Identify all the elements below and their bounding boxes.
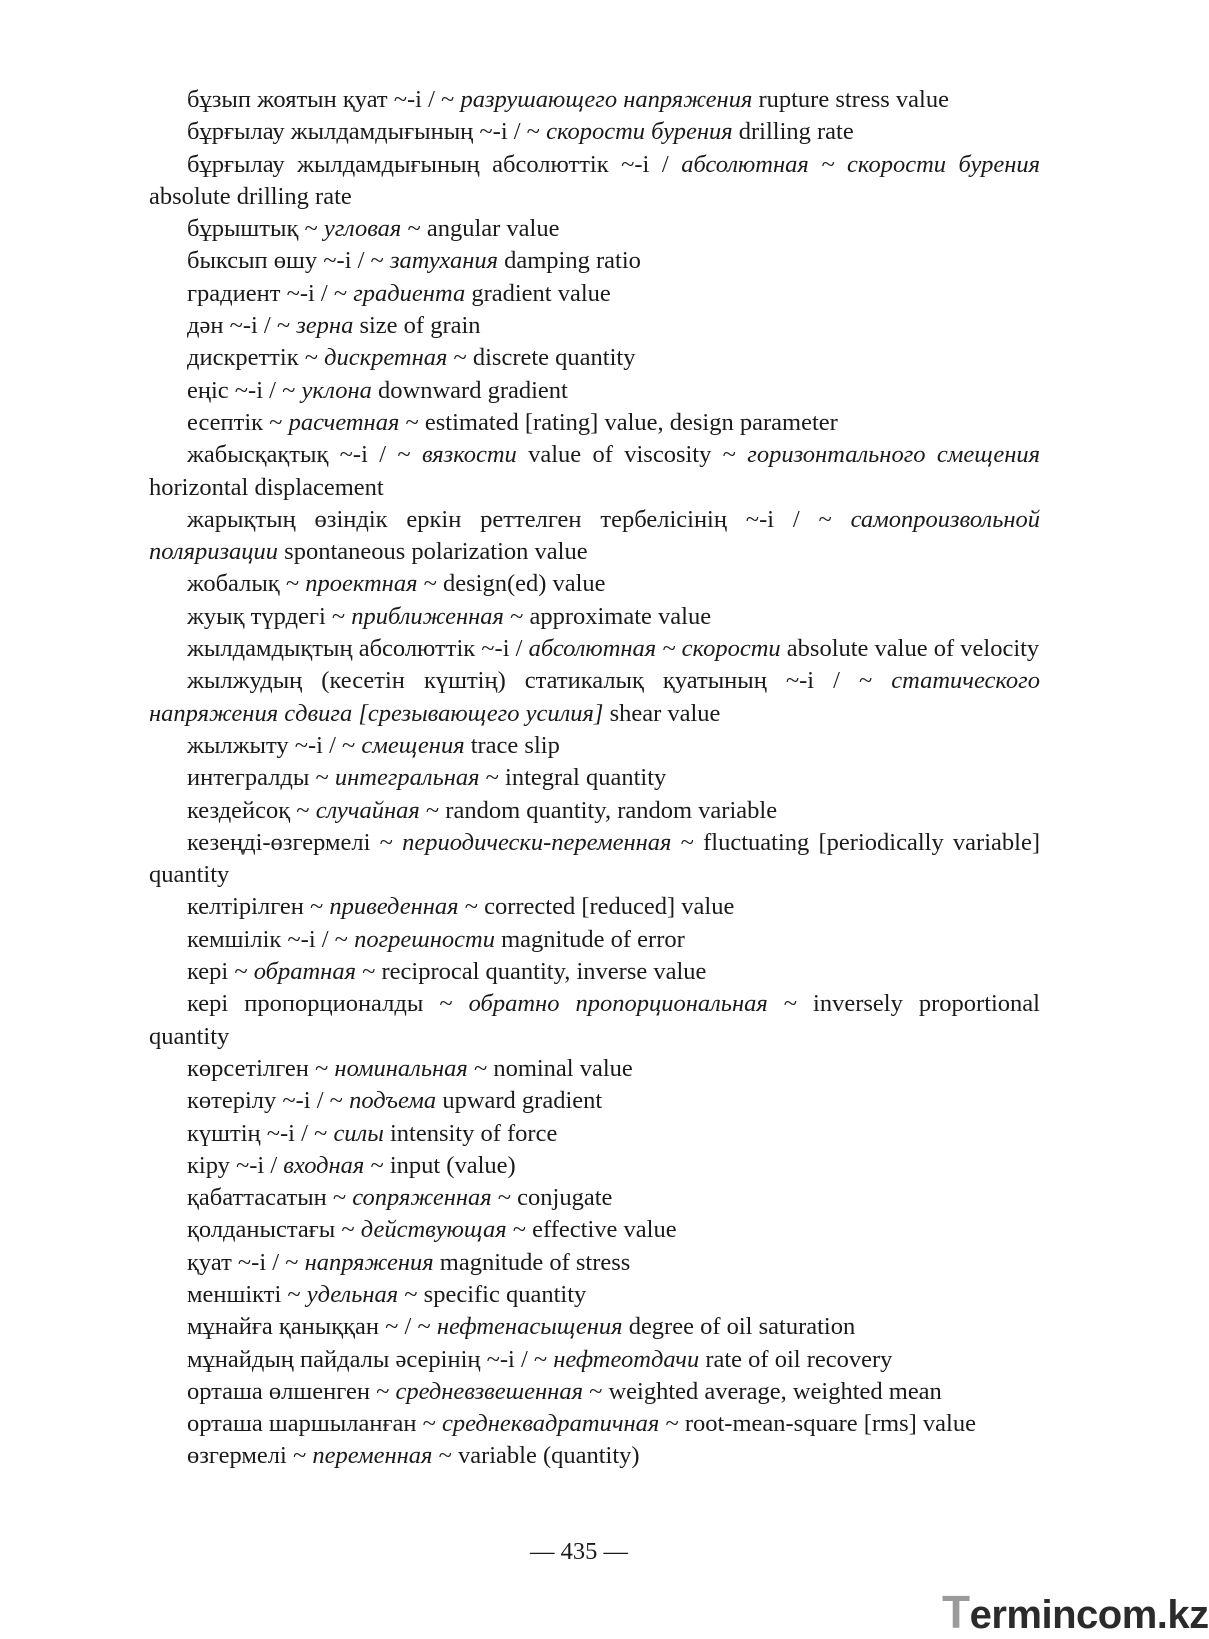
kazakh-term: қолданыстағы ~ [187,1216,361,1244]
kazakh-term: бұрыштық ~ [187,215,324,243]
dictionary-entry [149,827,1040,892]
russian-term: приближенная [351,602,504,630]
dictionary-entry [149,762,1040,794]
english-term: downward gradient [371,376,568,404]
russian-term: номинальная [334,1054,468,1082]
logo-t-mark: T [942,1586,970,1638]
dictionary-entry [149,310,1040,342]
russian-term: подъема [349,1087,437,1115]
russian-term: входная [283,1151,365,1179]
dictionary-entry [149,1408,1040,1440]
kazakh-term: көрсетілген ~ [187,1054,335,1082]
kazakh-term: жарықтың өзіндік еркін реттелген тербелісінің ~-і / ~ [187,505,851,533]
kazakh-term: орташа шаршыланған ~ [187,1410,442,1438]
dictionary-entry [149,375,1040,407]
kazakh-term: жабысқақтық ~-і / ~ [187,441,422,469]
english-term: magnitude of error [494,925,685,953]
kazakh-term: градиент ~-і / ~ [187,279,354,307]
english-term: ~ random quantity, random variable [419,796,778,824]
english-term: ~ integral quantity [479,764,667,792]
kazakh-term: кері ~ [187,958,254,986]
dictionary-entry [149,568,1040,600]
english-term: ~ inversely proportional quantity [149,990,1040,1050]
russian-term: силы [333,1119,384,1147]
dictionary-entry [149,213,1040,245]
kazakh-term: еңіс ~-і / ~ [187,376,302,404]
russian-term: горизонтального смещения [747,441,1040,469]
russian-term: статического напряжения сдвига [срезывающего усилия] [149,667,1040,727]
english-term: ~ variable (quantity) [432,1442,640,1470]
dictionary-entry [149,633,1040,665]
russian-term: действующая [360,1216,507,1244]
dictionary-entry [149,1214,1040,1246]
kazakh-term: келтірілген ~ [187,893,330,921]
russian-term: смещения [361,731,465,759]
kazakh-term: жуық түрдегі ~ [187,602,352,630]
russian-term: случайная [315,796,420,824]
dictionary-entry [149,1376,1040,1408]
dictionary-entry [149,149,1040,214]
english-term: ~ design(ed) value [417,570,606,598]
kazakh-term: бұрғылау жылдамдығының абсолюттік ~-і / [187,150,682,178]
english-term: ~ estimated [rating] value, design parameter [399,408,838,436]
english-term: ~ conjugate [491,1184,613,1212]
english-term: trace slip [464,731,560,759]
russian-term: самопроизвольной поляризации [149,505,1040,566]
dictionary-entry [149,504,1040,569]
dictionary-entry [149,1311,1040,1343]
kazakh-term: кері пропорционалды ~ [187,990,469,1018]
dictionary-entry [149,988,1040,1053]
kazakh-term: бұрғылау жылдамдығының ~-і / ~ [187,118,547,146]
kazakh-term: жылжудың (кесетін күштің) статикалық қуатының ~-і / ~ [187,667,892,695]
dictionary-entry [149,278,1040,310]
kazakh-term: қуат ~-і / ~ [187,1248,305,1276]
russian-term: нефтенасыщения [436,1313,623,1341]
kazakh-term: интегралды ~ [187,764,335,792]
kazakh-term: жылжыту ~-і / ~ [187,731,362,759]
dictionary-entry [149,1279,1040,1311]
kazakh-term: дән ~-і / ~ [187,312,297,340]
dictionary-entry [149,891,1040,923]
kazakh-term: меншікті ~ [187,1280,307,1308]
dictionary-entry [149,1118,1040,1150]
termincom-logo [942,1585,1209,1639]
kazakh-term: кемшілік ~-і / ~ [187,925,355,953]
english-term: value of viscosity ~ [516,441,748,469]
kazakh-term: бұзып жоятын қуат ~-і / ~ [187,86,461,113]
russian-term: угловая [323,215,402,243]
russian-term: периодически-переменная [402,828,672,856]
dictionary-entry [149,601,1040,633]
dictionary-entry [149,407,1040,439]
kazakh-term: орташа өлшенген ~ [187,1377,396,1405]
russian-term: средневзвешенная [395,1377,583,1405]
russian-term: абсолютная ~ скорости [528,635,781,663]
kazakh-term: қабаттасатын ~ [187,1184,353,1212]
english-term: ~ specific quantity [398,1280,587,1308]
kazakh-term: жылдамдықтың абсолюттік ~-і / [187,635,529,663]
english-term: ~ reciprocal quantity, inverse value [355,958,707,986]
english-term: ~ angular value [401,215,560,243]
english-term: drilling rate [732,118,854,146]
russian-term: вязкости [421,441,517,469]
russian-term: погрешности [354,925,495,953]
english-term: degree of oil saturation [622,1313,856,1341]
dictionary-entry [149,1344,1040,1376]
russian-term: расчетная [288,408,400,436]
english-term: ~ fluctuating [periodically variable] quantity [149,828,1040,889]
russian-term: зерна [296,312,354,340]
russian-term: приведенная [329,893,459,921]
dictionary-entry [149,84,1040,116]
dictionary-entry [149,1053,1040,1085]
english-term: intensity of force [383,1119,558,1147]
kazakh-term: жобалық ~ [187,570,306,598]
russian-term: обратно пропорциональная [468,990,768,1018]
kazakh-term: кезеңді-өзгермелі ~ [187,828,403,856]
page-number: — 435 — [530,1538,628,1565]
english-term: rupture stress value [752,86,949,113]
english-term: shear value [603,699,721,727]
dictionary-entry [149,924,1040,956]
kazakh-term: көтерілу ~-і / ~ [187,1087,350,1115]
english-term: upward gradient [436,1087,603,1115]
dictionary-entry [149,1182,1040,1214]
english-term: rate of oil recovery [699,1345,893,1373]
russian-term: обратная [253,958,356,986]
dictionary-entry [149,730,1040,762]
english-term: gradient value [465,279,611,307]
russian-term: дискретная [324,344,448,372]
dictionary-entry [149,665,1040,730]
dictionary-entry [149,245,1040,277]
english-term: ~ approximate value [503,602,712,630]
dictionary-entry [149,1085,1040,1117]
russian-term: градиента [353,279,466,307]
kazakh-term: быксып өшу ~-і / ~ [187,247,390,275]
dictionary-entry [149,1247,1040,1279]
dictionary-entry [149,1440,1040,1472]
kazakh-term: мұнайға қаныққан ~ / ~ [187,1313,437,1341]
dictionary-entry [149,795,1040,827]
kazakh-term: кіру ~-і / [187,1151,284,1179]
russian-term: абсолютная ~ скорости бурения [681,150,1040,178]
dictionary-page-body [149,84,1040,1473]
russian-term: переменная [312,1442,433,1470]
kazakh-term: кездейсоқ ~ [187,796,316,824]
dictionary-entry [149,116,1040,148]
kazakh-term: өзгермелі ~ [187,1442,313,1470]
english-term: damping ratio [498,247,641,275]
logo-text: ermincom.kz [969,1593,1209,1637]
english-term: spontaneous polarization value [278,538,588,566]
dictionary-entry [149,1150,1040,1182]
kazakh-term: есептік ~ [187,408,289,436]
english-term: ~ input (value) [364,1151,516,1179]
english-term: absolute drilling rate [149,182,352,210]
dictionary-entry [149,439,1040,504]
english-term: size of grain [353,312,481,340]
kazakh-term: күштің ~-і / ~ [187,1119,334,1147]
russian-term: затухания [389,247,498,275]
russian-term: среднеквадратичная [442,1410,660,1438]
english-term: ~ weighted average, weighted mean [582,1377,942,1405]
dictionary-entry [149,956,1040,988]
russian-term: разрушающего напряжения [460,86,753,113]
russian-term: нефтеотдачи [553,1345,700,1373]
english-term: ~ root-mean-square [rms] value [659,1410,976,1438]
russian-term: интегральная [334,764,480,792]
english-term: ~ discrete quantity [447,344,636,372]
english-term: magnitude of stress [433,1248,631,1276]
dictionary-entry [149,342,1040,374]
russian-term: удельная [306,1280,399,1308]
kazakh-term: дискреттік ~ [187,344,325,372]
russian-term: скорости бурения [546,118,733,146]
kazakh-term: мұнайдың пайдалы әсерінің ~-і / ~ [187,1345,554,1373]
english-term: horizontal displacement [149,473,384,501]
english-term: absolute value of velocity [780,635,1040,663]
english-term: ~ effective value [506,1216,677,1244]
russian-term: уклона [301,376,372,404]
russian-term: сопряженная [352,1184,492,1212]
russian-term: напряжения [304,1248,434,1276]
english-term: ~ nominal value [467,1054,633,1082]
english-term: ~ corrected [reduced] value [458,893,735,921]
russian-term: проектная [305,570,418,598]
